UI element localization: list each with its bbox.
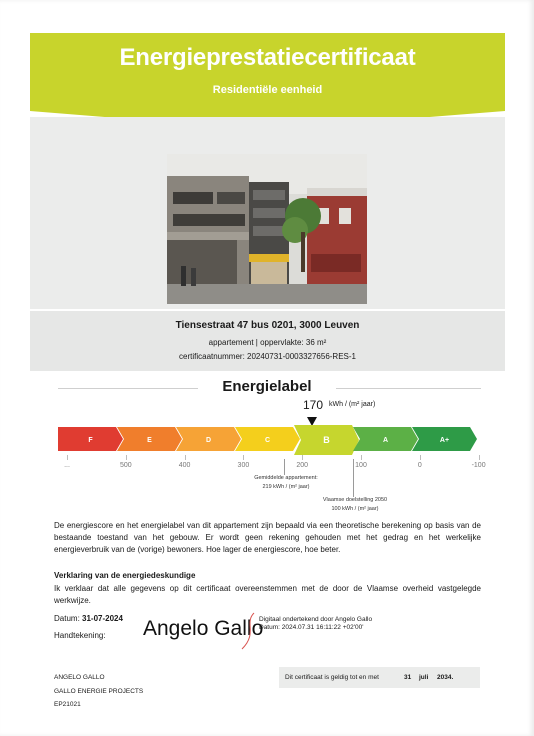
scale-tick xyxy=(361,455,362,460)
scale-tick-label: 100 xyxy=(355,462,367,469)
address-street: Tiensestraat 47 bus 0201, 3000 Leuven xyxy=(175,320,360,331)
expert-name: ANGELO GALLO xyxy=(54,674,105,681)
average-value: 219 kWh / (m² jaar) xyxy=(262,484,310,490)
average-line xyxy=(284,459,285,475)
validity-day: 31 xyxy=(404,674,412,681)
building-photo xyxy=(167,154,367,304)
goal-value: 100 kWh / (m² jaar) xyxy=(331,506,379,512)
scale-tick-label: 300 xyxy=(237,462,250,469)
scale-tick-label: 200 xyxy=(296,462,309,469)
expert-id: EP21021 xyxy=(54,701,81,708)
date-value: 31-07-2024 xyxy=(82,614,123,623)
expert-company: GALLO ENERGIE PROJECTS xyxy=(54,688,144,695)
scale-tick-label: 400 xyxy=(178,462,191,469)
energy-label-scale xyxy=(58,425,478,455)
photo-area xyxy=(30,117,505,309)
certificate-title: Energieprestatiecertificaat xyxy=(119,44,416,71)
scale-tick-label: ... xyxy=(64,462,70,469)
label-segment-text: F xyxy=(88,437,93,444)
energy-score-unit: kWh / (m² jaar) xyxy=(329,401,376,408)
date-row xyxy=(54,614,123,623)
digital-signature-text xyxy=(259,616,379,632)
label-segment-text: A xyxy=(382,437,389,444)
declaration-title: Verklaring van de energiedeskundige xyxy=(54,571,196,580)
digital-signature-line1: Digitaal ondertekend door Angelo Gallo xyxy=(259,616,373,623)
validity-box xyxy=(279,667,480,688)
digital-signature-line2: Datum: 2024.07.31 16:11:22 +02'00' xyxy=(259,624,364,631)
address-details: appartement | oppervlakte: 36 m² xyxy=(208,338,327,347)
goal-note xyxy=(305,496,405,514)
label-segment-text: D xyxy=(205,437,212,444)
certificate-number: certificaatnummer: 20240731-0003327656-RES-1 xyxy=(179,352,356,361)
average-note xyxy=(236,474,336,492)
certificate-header xyxy=(30,33,505,130)
goal-label: Vlaamse doelstelling 2050 xyxy=(322,497,388,503)
energy-description: De energiescore en het energielabel van dit appartement zijn bepaald via een theoretische berekening op basis van de bestaande toestand van het gebouw. Er wordt geen rekening gehouden met het gedrag en het werkelijke energieverbruik van de (vorige) bewoners. Hoe lager de energiescore, hoe beter. xyxy=(54,521,481,554)
scale-tick xyxy=(126,455,127,460)
scale-tick-label: -100 xyxy=(471,462,486,469)
label-segment-text: E xyxy=(147,437,152,444)
label-segment-text: B xyxy=(323,435,330,445)
date-label: Datum: xyxy=(54,614,80,623)
address-box xyxy=(30,311,505,371)
energy-label-title: Energielabel xyxy=(222,378,312,395)
signature-name: Angelo Gallo xyxy=(143,617,264,640)
label-segment-text: C xyxy=(264,437,271,444)
scale-tick xyxy=(420,455,421,460)
validity-month: juli xyxy=(419,674,429,681)
validity-text: Dit certificaat is geldig tot en met xyxy=(285,674,379,681)
scale-tick-label: 500 xyxy=(119,462,132,469)
declaration-text: Ik verklaar dat alle gegevens op dit certificaat overeenstemmen met de door de Vlaamse overheid vastgelegde werkwijze. xyxy=(54,584,481,605)
energy-score: 170 xyxy=(303,398,324,412)
goal-line xyxy=(353,459,354,497)
scale-tick-label: 0 xyxy=(417,462,422,469)
label-segment-text: A+ xyxy=(439,437,450,444)
scale-tick xyxy=(479,455,480,460)
scale-tick xyxy=(243,455,244,460)
validity-year: 2034. xyxy=(437,674,454,681)
certificate-subtitle: Residentiële eenheid xyxy=(212,84,323,96)
signature-label: Handtekening: xyxy=(54,631,106,640)
scale-tick xyxy=(185,455,186,460)
average-label: Gemiddelde appartement: xyxy=(254,475,318,481)
scale-tick xyxy=(302,455,303,460)
scale-tick xyxy=(67,455,68,460)
signature-flourish-icon xyxy=(236,611,260,651)
